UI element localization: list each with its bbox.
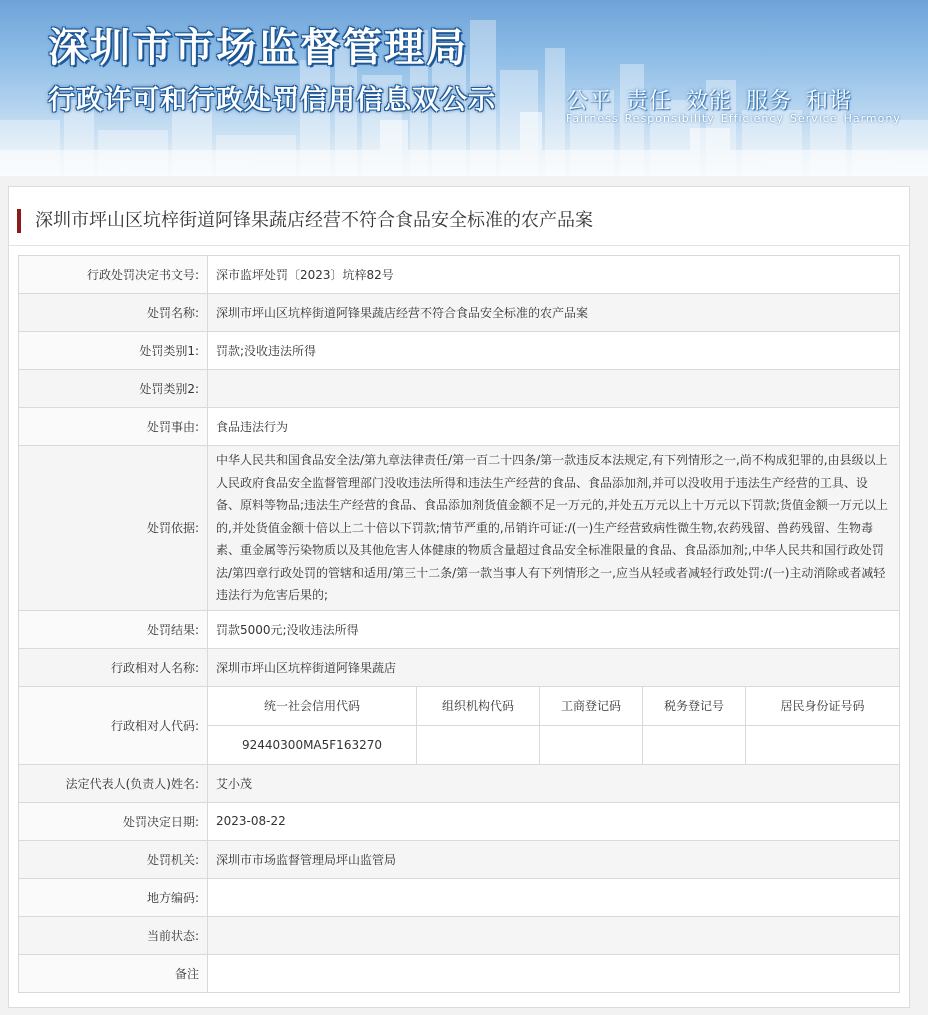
label-legal-rep: 法定代表人(负责人)姓名: bbox=[19, 764, 208, 802]
row-authority bbox=[19, 840, 900, 878]
value-doc-no: 深市监坪处罚〔2023〕坑梓82号 bbox=[208, 256, 900, 294]
value-authority: 深圳市市场监督管理局坪山监管局 bbox=[208, 840, 900, 878]
value-region-code bbox=[208, 878, 900, 916]
label-authority: 处罚机关: bbox=[19, 840, 208, 878]
case-title: 深圳市坪山区坑梓街道阿锋果蔬店经营不符合食品安全标准的农产品案 bbox=[17, 209, 593, 233]
slogan-en-fairness: Fairness bbox=[566, 112, 619, 125]
header-business-reg: 工商登记码 bbox=[540, 687, 643, 726]
value-category1: 罚款;没收违法所得 bbox=[208, 332, 900, 370]
row-party-code bbox=[19, 686, 900, 764]
slogan-en-efficiency: Efficiency bbox=[720, 112, 784, 125]
value-penalty-name: 深圳市坪山区坑梓街道阿锋果蔬店经营不符合食品安全标准的农产品案 bbox=[208, 294, 900, 332]
row-category2 bbox=[19, 370, 900, 408]
title-divider bbox=[9, 245, 909, 246]
slogan-service: 服务 bbox=[746, 89, 793, 114]
label-category2: 处罚类别2: bbox=[19, 370, 208, 408]
row-penalty-name bbox=[19, 294, 900, 332]
label-party-code: 行政相对人代码: bbox=[19, 686, 208, 764]
row-decision-date bbox=[19, 802, 900, 840]
value-credit-code: 92440300MA5F163270 bbox=[208, 725, 417, 764]
row-party-name bbox=[19, 648, 900, 686]
label-status: 当前状态: bbox=[19, 916, 208, 954]
slogan-responsibility: 责任 bbox=[626, 89, 673, 114]
value-basis: 中华人民共和国食品安全法/第九章法律责任/第一百二十四条/第一款违反本法规定,有下列情形之一,尚不构成犯罪的,由县级以上人民政府食品安全监督管理部门没收违法所得和违法生产经营的食品、食品添加剂,并可以没收用于违法生产经营的工具、设备、原料等物品;违法生产经营的食品、食品添加剂货值金额不足一万元的,并处五万元以上十万元以下罚款;货值金额一万元以上的,并处货值金额十倍以上二十倍以下罚款;情节严重的,吊销许可证:/(一)生产经营致病性微生物,农药残留、兽药残留、生物毒素、重金属等污染物质以及其他危害人体健康的物质含量超过食品安全标准限量的食品、食品添加剂;,中华人民共和国行政处罚法/第四章行政处罚的管辖和适用/第三十二条/第一款当事人有下列情形之一,应当从轻或者减轻行政处罚:/(一)主动消除或者减轻违法行为危害后果的; bbox=[208, 446, 900, 611]
header-id-number: 居民身份证号码 bbox=[746, 687, 900, 726]
row-status bbox=[19, 916, 900, 954]
banner-slogan-english bbox=[566, 112, 907, 125]
row-reason bbox=[19, 408, 900, 446]
party-code-header-row bbox=[208, 687, 899, 726]
header-org-code: 组织机构代码 bbox=[417, 687, 540, 726]
header-tax-reg: 税务登记号 bbox=[643, 687, 746, 726]
slogan-en-responsibility: Responsibility bbox=[624, 112, 715, 125]
row-remark bbox=[19, 954, 900, 992]
value-reason: 食品违法行为 bbox=[208, 408, 900, 446]
label-doc-no: 行政处罚决定书文号: bbox=[19, 256, 208, 294]
value-org-code bbox=[417, 725, 540, 764]
row-region-code bbox=[19, 878, 900, 916]
party-code-table bbox=[208, 687, 899, 764]
case-detail-card bbox=[8, 186, 910, 1008]
value-category2 bbox=[208, 370, 900, 408]
row-category1 bbox=[19, 332, 900, 370]
label-penalty-name: 处罚名称: bbox=[19, 294, 208, 332]
label-result: 处罚结果: bbox=[19, 610, 208, 648]
value-tax-reg bbox=[643, 725, 746, 764]
slogan-fairness: 公平 bbox=[566, 89, 613, 114]
row-result bbox=[19, 610, 900, 648]
row-doc-no bbox=[19, 256, 900, 294]
value-id-number bbox=[746, 725, 900, 764]
slogan-en-service: Service bbox=[789, 112, 838, 125]
value-party-name: 深圳市坪山区坑梓街道阿锋果蔬店 bbox=[208, 648, 900, 686]
value-status bbox=[208, 916, 900, 954]
label-remark: 备注 bbox=[19, 954, 208, 992]
label-reason: 处罚事由: bbox=[19, 408, 208, 446]
value-business-reg bbox=[540, 725, 643, 764]
row-legal-rep bbox=[19, 764, 900, 802]
label-decision-date: 处罚决定日期: bbox=[19, 802, 208, 840]
row-basis bbox=[19, 446, 900, 611]
value-legal-rep: 艾小茂 bbox=[208, 764, 900, 802]
banner-subtitle: 行政许可和行政处罚信用信息双公示 bbox=[48, 85, 496, 116]
label-category1: 处罚类别1: bbox=[19, 332, 208, 370]
value-result: 罚款5000元;没收违法所得 bbox=[208, 610, 900, 648]
header-banner bbox=[0, 0, 928, 176]
label-party-name: 行政相对人名称: bbox=[19, 648, 208, 686]
banner-title: 深圳市市场监督管理局 bbox=[48, 25, 468, 71]
label-basis: 处罚依据: bbox=[19, 446, 208, 611]
slogan-en-harmony: Harmony bbox=[843, 112, 901, 125]
party-code-value-row bbox=[208, 725, 899, 764]
party-code-cell bbox=[208, 686, 900, 764]
slogan-harmony: 和谐 bbox=[806, 89, 853, 114]
value-remark bbox=[208, 954, 900, 992]
value-decision-date: 2023-08-22 bbox=[208, 802, 900, 840]
banner-slogan bbox=[566, 84, 866, 115]
slogan-efficiency: 效能 bbox=[686, 89, 733, 114]
case-info-table bbox=[18, 255, 900, 993]
header-credit-code: 统一社会信用代码 bbox=[208, 687, 417, 726]
label-region-code: 地方编码: bbox=[19, 878, 208, 916]
